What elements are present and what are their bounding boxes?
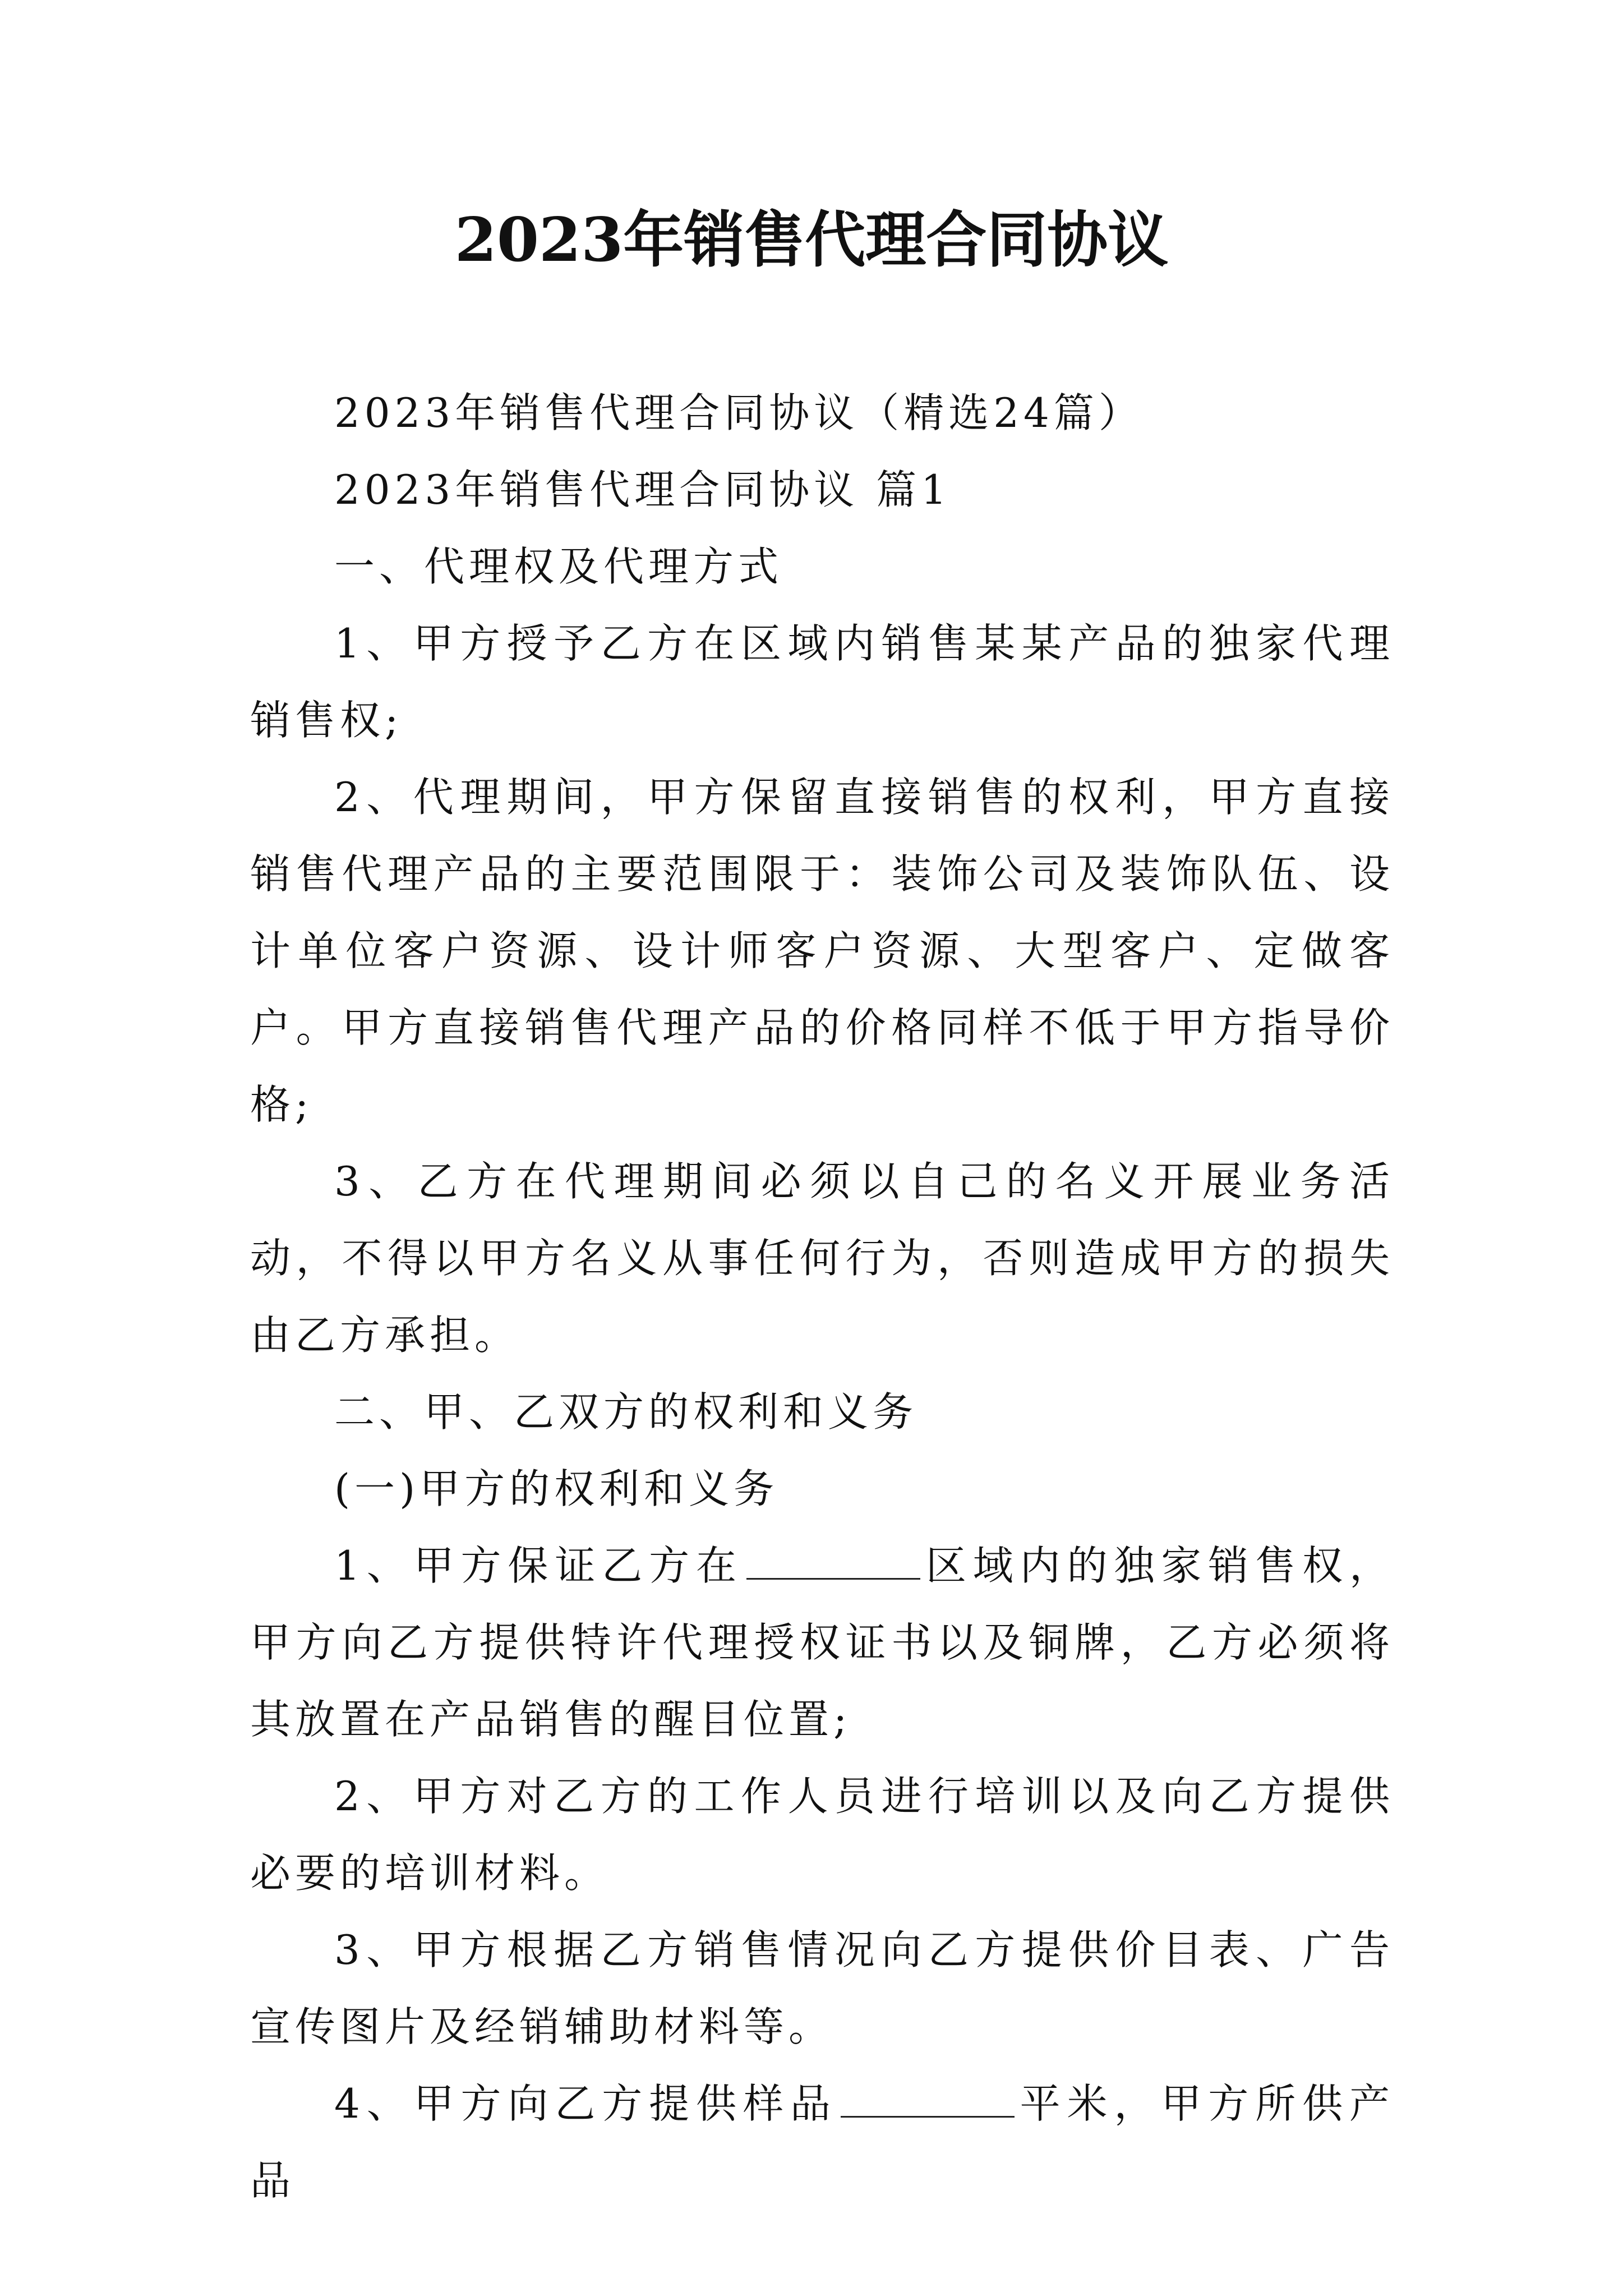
- clause-text: 区域内的独家销售权，甲方向乙方提供特许代理授权证书以及铜牌，乙方必须将其放置在产品销售的醒目位置;: [250, 1542, 1394, 1743]
- paragraph-clause-with-blank: [250, 1527, 1394, 1758]
- paragraph-subheading: (一)甲方的权利和义务: [334, 1465, 779, 1512]
- clause-text: 1、甲方保证乙方在: [334, 1542, 743, 1589]
- clause-text: 4、甲方向乙方提供样品: [334, 2080, 837, 2127]
- paragraph-clause-with-blank: [250, 2065, 1394, 2219]
- document-body: [250, 375, 1394, 2219]
- paragraph-clause: 2、甲方对乙方的工作人员进行培训以及向乙方提供必要的培训材料。: [250, 1773, 1394, 1897]
- paragraph-heading-2: 二、甲、乙双方的权利和义务: [334, 1388, 918, 1435]
- paragraph-section-heading: 2023年销售代理合同协议 篇1: [334, 466, 951, 513]
- paragraph-heading-1: 一、代理权及代理方式: [334, 543, 783, 590]
- fill-in-blank: [841, 2082, 1015, 2118]
- paragraph-clause: 3、甲方根据乙方销售情况向乙方提供价目表、广告宣传图片及经销辅助材料等。: [250, 1926, 1394, 2050]
- clause-text: 平米，甲方所供产品: [250, 2080, 1394, 2204]
- fill-in-blank: [746, 1544, 920, 1580]
- paragraph-subtitle: 2023年销售代理合同协议（精选24篇）: [334, 389, 1144, 436]
- document-title: 2023年销售代理合同协议: [454, 205, 1169, 275]
- paragraph-clause: 2、代理期间，甲方保留直接销售的权利，甲方直接销售代理产品的主要范围限于：装饰公司及装饰队伍、设计单位客户资源、设计师客户资源、大型客户、定做客户。甲方直接销售代理产品的价格同样不低于甲方指导价格;: [250, 774, 1394, 1128]
- paragraph-clause: 3、乙方在代理期间必须以自己的名义开展业务活动，不得以甲方名义从事任何行为，否则造成甲方的损失由乙方承担。: [250, 1158, 1394, 1359]
- paragraph-clause: 1、甲方授予乙方在区域内销售某某产品的独家代理销售权;: [250, 620, 1394, 744]
